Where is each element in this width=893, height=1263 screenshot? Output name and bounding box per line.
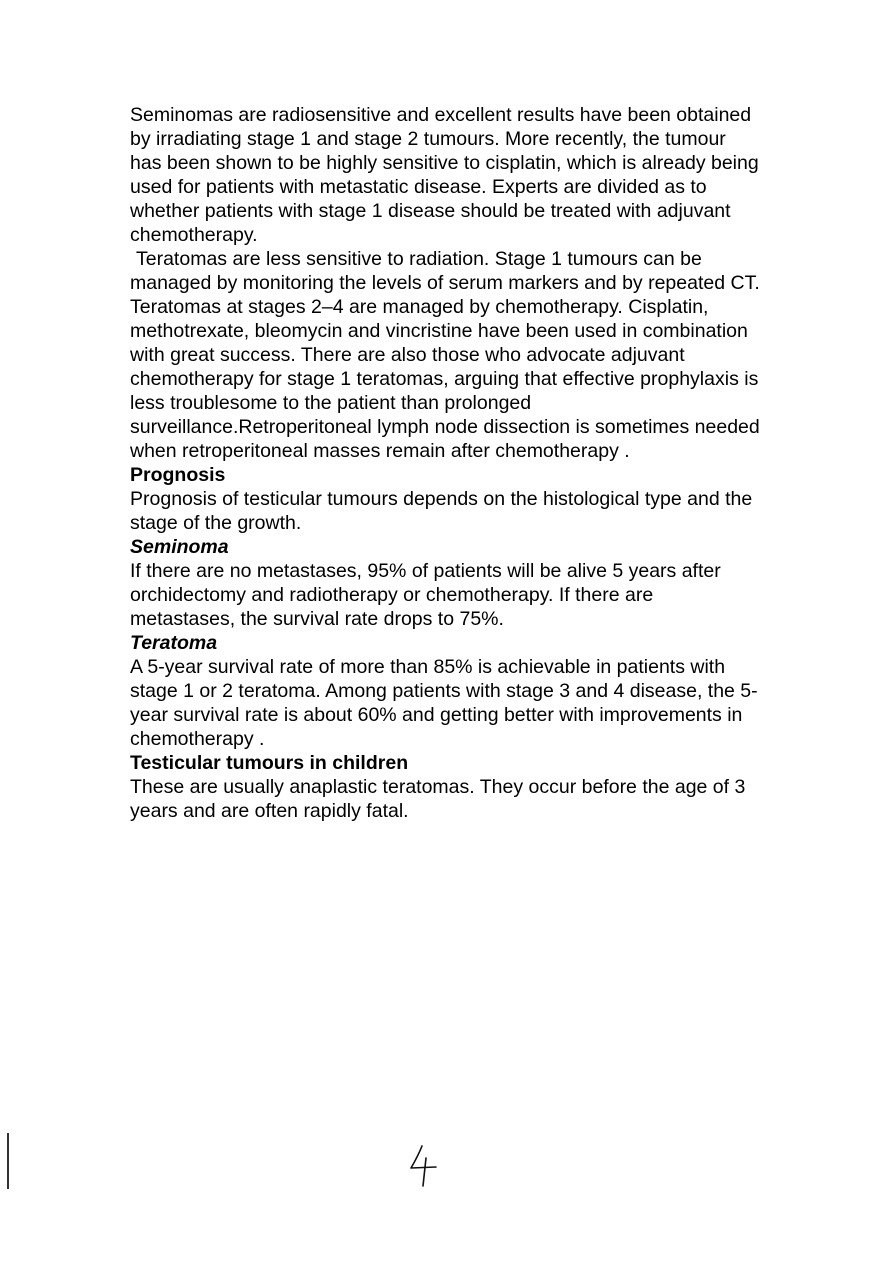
paragraph-seminoma-treatment: Seminomas are radiosensitive and excellent results have been obtained by irradiating stage 1 and stage 2 tumours. More recently, the tumour has been shown to be highly sensitive to cisplatin, which is already being used for patients with metastatic disease. Experts are divided as to whether patients with stage 1 disease should be treated with adjuvant chemotherapy.: [130, 104, 759, 246]
paragraph-seminoma-survival: If there are no metastases, 95% of patients will be alive 5 years after orchidectomy and radiotherapy or chemotherapy. If there are metastases, the survival rate drops to 75%.: [130, 560, 721, 630]
heading-teratoma: Teratoma: [130, 632, 218, 654]
paragraph-teratoma-survival: A 5-year survival rate of more than 85% is achievable in patients with stage 1 or 2 teratoma. Among patients with stage 3 and 4 disease, the 5-year survival rate is about 60% and getting better with improvements in chemotherapy .: [130, 656, 758, 750]
body-text: [130, 103, 762, 823]
heading-children: Testicular tumours in children: [130, 752, 409, 774]
paragraph-children: These are usually anaplastic teratomas. They occur before the age of 3 years and are often rapidly fatal.: [130, 776, 746, 822]
handwritten-page-number: [402, 1138, 462, 1198]
scan-margin-line: [7, 1133, 9, 1189]
paragraph-prognosis: Prognosis of testicular tumours depends on the histological type and the stage of the growth.: [130, 488, 753, 534]
heading-prognosis: Prognosis: [130, 464, 226, 486]
heading-seminoma: Seminoma: [130, 536, 229, 558]
paragraph-teratoma-treatment: Teratomas are less sensitive to radiation. Stage 1 tumours can be managed by monitoring the levels of serum markers and by repeated CT. Teratomas at stages 2–4 are managed by chemotherapy. Cisplatin, methotrexate, bleomycin and vincristine have been used in combination with great success. There are also those who advocate adjuvant chemotherapy for stage 1 teratomas, arguing that effective prophylaxis is less troublesome to the patient than prolonged surveillance.Retroperitoneal lymph node dissection is sometimes needed when retroperitoneal masses remain after chemotherapy .: [130, 248, 760, 462]
